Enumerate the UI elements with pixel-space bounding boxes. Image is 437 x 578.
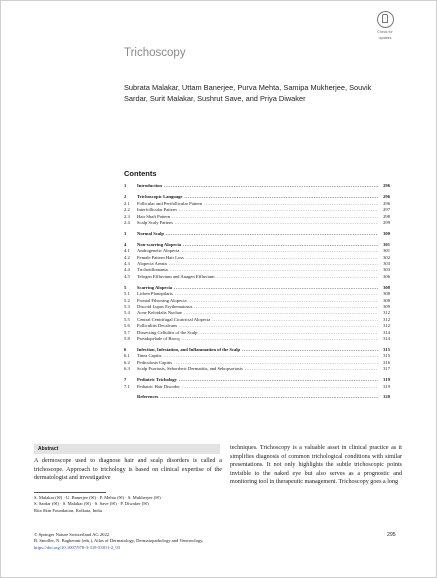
toc-leader-dots [182,336,378,342]
toc-section-number: 1 [124,183,127,189]
toc-leader-dots [164,183,378,189]
toc-leader-dots [163,353,378,359]
toc-section-title: Female Pattern Hair Loss [137,254,184,260]
toc-leader-dots [245,366,378,372]
badge-line2: updates [378,36,392,40]
toc-page-number: 296 [383,200,390,206]
toc-section-title: Non-scarring Alopecia [137,241,182,247]
toc-entry[interactable] [124,261,390,267]
toc-page-number: 301 [383,248,390,254]
toc-section-title: Trichotillomania [137,267,168,273]
toc-section-title: Pseudopelade of Brocq [137,335,180,341]
toc-section-title: Scarring Alopecia [137,284,173,290]
author-affiliation [34,495,224,514]
toc-section-title: Acne Keloidalis Nuchae [137,310,182,316]
toc-section-title: Hair Shaft Pattern [137,213,171,219]
toc-section-number: 4.5 [124,273,130,279]
toc-entry[interactable] [124,353,390,359]
toc-leader-dots [175,220,378,226]
toc-page-number: 309 [383,304,390,310]
chapter-title: Trichoscopy [124,47,186,59]
toc-section-number: 5.3 [124,304,130,310]
bookmark-icon [377,11,394,28]
toc-section-title: Folliculitis Decalvans [137,323,178,329]
toc-section-title: Pediculosis Capitis [137,359,173,365]
toc-page-number: 306 [383,273,390,279]
toc-section-title: Androgenetic Alopecia [137,248,180,254]
toc-section-title: Follicular and Perifollicular Pattern [137,200,203,206]
toc-section-number: 7 [124,377,127,383]
toc-leader-dots [175,291,378,297]
toc-section-number: 5.1 [124,291,130,297]
toc-section-title: Central Centrifugal Cicatricial Alopecia [137,316,211,322]
toc-page-number: 317 [383,366,390,372]
toc-section-number: 5.5 [124,316,130,322]
toc-page-number: 315 [383,346,390,352]
toc-entry[interactable] [124,220,390,226]
toc-entry[interactable] [124,213,390,219]
toc-entry[interactable] [124,194,390,200]
toc-entry[interactable] [124,183,390,189]
toc-leader-dots [242,347,378,353]
footnote-divider [34,492,106,493]
affiliation-line: S. Sardar (✉) · S. Malakar (✉) · S. Save (✉) · P. Diwaker (✉) [34,501,149,507]
toc-section-number: 5.8 [124,335,130,341]
toc-section-title: Scalp Psoriasis, Seborrheic Dermatitis, and Sebopsoriasis [137,366,243,372]
toc-entry[interactable] [124,377,390,383]
toc-leader-dots [170,267,378,273]
toc-section-title: Introduction [137,183,162,189]
toc-entry[interactable] [124,273,390,279]
toc-leader-dots [184,194,378,200]
toc-page-number: 301 [383,241,390,247]
toc-section-title: Normal Scalp [137,230,164,236]
toc-section-number: 2.2 [124,207,130,213]
toc-section-number: 7.1 [124,383,130,389]
toc-page-number: 296 [383,194,390,200]
toc-section-number: 3 [124,230,127,236]
toc-section-number: 5.7 [124,329,130,335]
toc-leader-dots [183,242,378,248]
toc-page-number: 312 [383,310,390,316]
toc-page-number: 312 [383,323,390,329]
toc-leader-dots [166,231,378,237]
toc-section-title: Interfollicular Pattern [137,207,177,213]
toc-leader-dots [189,298,378,304]
table-of-contents [124,183,390,400]
toc-section-title: Telogen Effluvium and Anagen Effluvium [137,273,215,279]
toc-section-title: Tinea Capitis [137,353,162,359]
toc-page-number: 302 [383,254,390,260]
toc-section-number: 4 [124,241,127,247]
toc-leader-dots [212,317,378,323]
toc-entry[interactable] [124,366,390,372]
toc-page-number: 315 [383,353,390,359]
toc-page-number: 320 [383,394,390,400]
abstract-heading: Abstract [34,444,220,454]
toc-section-number: 6 [124,346,127,352]
toc-leader-dots [179,207,378,213]
toc-entry[interactable] [124,267,390,273]
toc-leader-dots [199,330,378,336]
badge-line1: Check for [377,30,393,34]
toc-section-title: Dissecting Cellulitis of the Scalp [137,329,198,335]
toc-entry[interactable] [124,207,390,213]
toc-entry[interactable] [124,336,390,342]
toc-leader-dots [204,201,378,207]
toc-entry[interactable] [124,359,390,365]
toc-section-number: 4.2 [124,254,130,260]
toc-leader-dots [182,384,378,390]
toc-section-number: 6.3 [124,366,130,372]
toc-entry[interactable] [124,347,390,353]
toc-leader-dots [184,310,378,316]
toc-section-number: 5.6 [124,323,130,329]
toc-section-title: Scalp Scaly Pattern [137,219,173,225]
toc-entry[interactable] [124,310,390,316]
toc-section-number: 5.2 [124,297,130,303]
toc-page-number: 300 [383,230,390,236]
toc-section-title: Lichen Planopilaris [137,291,173,297]
toc-section-number: 5 [124,284,127,290]
toc-section-title: Pediatric Hair Disorder [137,383,180,389]
toc-entry[interactable] [124,323,390,329]
copyright-line: © Springer Nature Switzerland AG 2022 [34,532,110,537]
affiliation-line: S. Malakar (✉) · U. Banerjee (✉) · P. Mehta (✉) · S. Mukherjee (✉) · [34,495,164,500]
toc-entry[interactable] [124,248,390,254]
toc-leader-dots [179,377,378,383]
toc-entry[interactable] [124,284,390,290]
copyright-footer [34,532,404,551]
toc-page-number: 308 [383,291,390,297]
toc-entry[interactable] [124,297,390,303]
toc-leader-dots [217,274,378,280]
toc-entry[interactable] [124,231,390,237]
toc-section-number: 2.1 [124,200,130,206]
toc-section-title: Infection, Infestation, and Inflammation of the Scalp [137,346,241,352]
toc-page-number: 308 [383,297,390,303]
toc-page-number: 297 [383,207,390,213]
toc-entry[interactable] [124,291,390,297]
toc-page-number: 296 [383,183,390,189]
author-list: Subrata Malakar, Uttam Banerjee, Purva Mehta, Samipa Mukherjee, Souvik Sardar, Surit Malakar, Sushrut Save, and Priya Diwaker [124,83,372,103]
toc-leader-dots [194,304,378,310]
toc-section-number: 2 [124,194,127,200]
toc-page-number: 314 [383,335,390,341]
toc-section-number: 6.2 [124,359,130,365]
toc-leader-dots [160,394,378,400]
citation-line: B. Smoller, N. Bagherani (eds.), Atlas of Dermatology, Dermatopathology and Venereology, [34,538,204,544]
toc-leader-dots [179,323,378,329]
toc-entry[interactable] [124,254,390,260]
toc-section-number: 4.3 [124,261,130,267]
page-number: 295 [387,532,396,538]
toc-section-number: 4.1 [124,248,130,254]
toc-page-number: 319 [383,377,390,383]
toc-entry[interactable] [124,304,390,310]
toc-page-number: 299 [383,219,390,225]
toc-section-number: 2.3 [124,213,130,219]
toc-section-number: 6.1 [124,353,130,359]
abstract-text-right: techniques. Trichoscopy is a valuable asset in clinical practice as it simplifies diagnosis of common trichological conditions with similar presentations. It not only highlights the subtle trichoscopic points invisible to the naked eye but also serves as a prognostic and monitoring tool in therapeutic management. Trichoscopy goes a long [230,445,402,486]
toc-section-number: 5.4 [124,310,130,316]
toc-section-title: Discoid Lupus Erythematosus [137,304,193,310]
check-for-updates-badge[interactable] [370,11,400,41]
toc-page-number: 303 [383,267,390,273]
contents-heading: Contents [124,169,157,178]
toc-section-title: Trichoscopic Language [137,194,183,200]
toc-entry[interactable] [124,383,390,389]
toc-page-number: 319 [383,383,390,389]
doi-link[interactable]: https://doi.org/10.1007/978-3-319-53811-2_93 [34,544,121,550]
toc-leader-dots [181,248,378,254]
affiliation-line: Rita Skin Foundation, Kolkata, India [34,507,102,513]
toc-entry[interactable] [124,316,390,322]
toc-section-title: References [137,394,159,400]
toc-entry[interactable] [124,242,390,248]
toc-page-number: 303 [383,261,390,267]
toc-page-number: 314 [383,329,390,335]
toc-section-title: Pediatric Trichology [137,377,178,383]
toc-page-number: 312 [383,316,390,322]
toc-page-number: 316 [383,359,390,365]
toc-section-number: 2.4 [124,219,130,225]
abstract-text-left: A dermoscope used to diagnose hair and scalp disorders is called a trichoscope. Approach to trichology is based on clinical expertise of the dermatologist and investigative [34,458,222,482]
toc-page-number: 298 [383,213,390,219]
toc-leader-dots [174,360,378,366]
toc-leader-dots [172,214,378,220]
toc-section-number: 4.4 [124,267,130,273]
toc-entry[interactable] [124,200,390,206]
toc-page-number: 308 [383,284,390,290]
toc-leader-dots [174,285,378,291]
toc-leader-dots [169,261,378,267]
toc-entry[interactable] [124,394,390,400]
toc-entry[interactable] [124,329,390,335]
toc-section-title: Frontal Fibrosing Alopecia [137,297,187,303]
toc-section-title: Alopecia Areata [137,261,167,267]
toc-leader-dots [186,255,378,261]
